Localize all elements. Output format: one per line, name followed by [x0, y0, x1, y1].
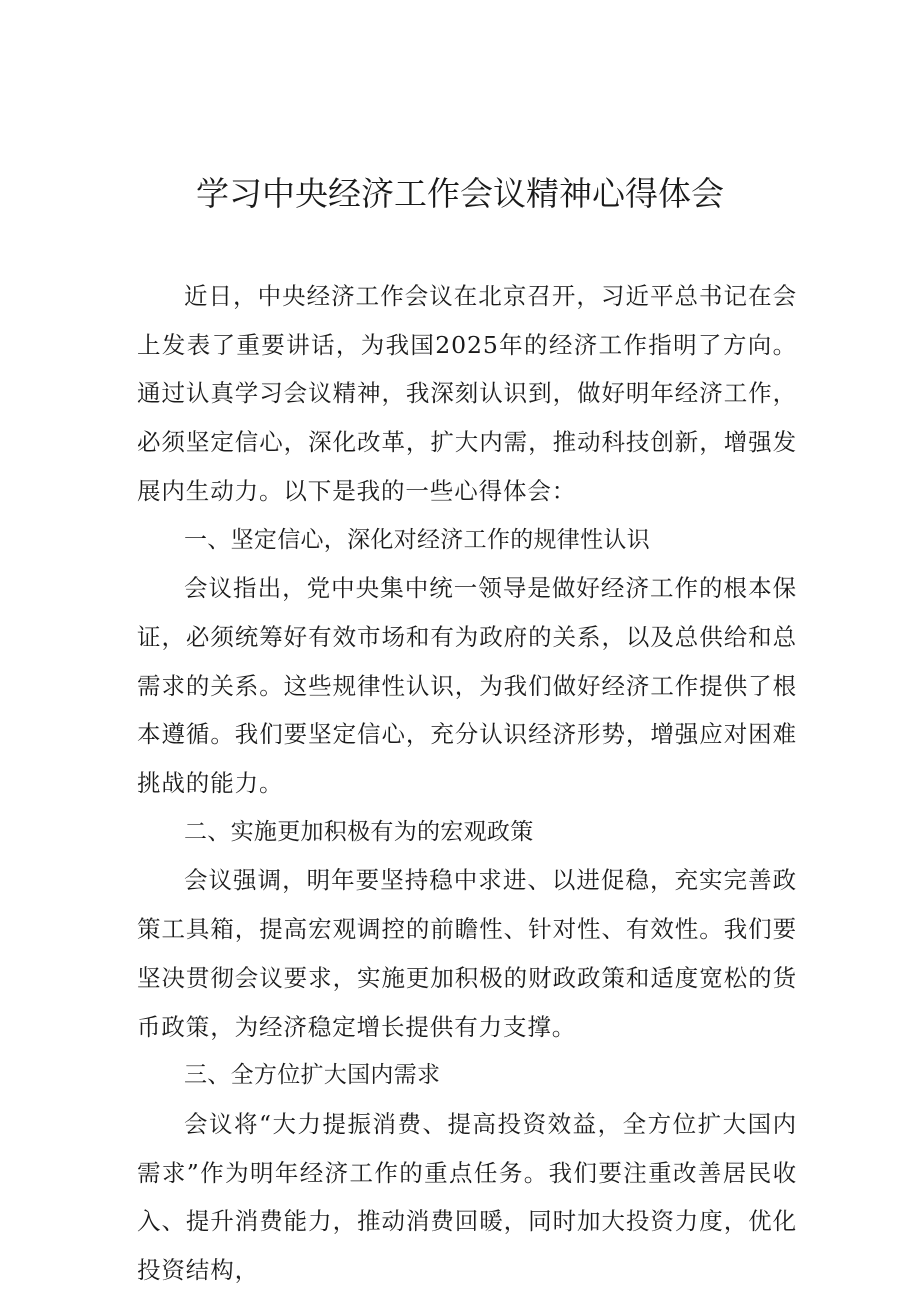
document-title: 学习中央经济工作会议精神心得体会: [196, 174, 724, 213]
intro-paragraph: 近日，中央经济工作会议在北京召开，习近平总书记在会上发表了重要讲话，为我国2025年的经济工作指明了方向。通过认真学习会议精神，我深刻认识到，做好明年经济工作，必须坚定信心，深化改革，扩大内需，推动科技创新，增强发展内生动力。以下是我的一些心得体会：: [137, 282, 797, 505]
section-1-heading: 一、坚定信心，深化对经济工作的规律性认识: [184, 526, 650, 553]
document-body: [137, 272, 797, 1295]
section-2-heading: 二、实施更加积极有为的宏观政策: [184, 818, 534, 845]
section-3-paragraph: 会议将“大力提振消费、提高投资效益，全方位扩大国内需求”作为明年经济工作的重点任务。我们要注重改善居民收入、提升消费能力，推动消费回暖，同时加大投资力度，优化投资结构，: [137, 1109, 797, 1285]
section-1-paragraph: 会议指出，党中央集中统一领导是做好经济工作的根本保证，必须统筹好有效市场和有为政府的关系，以及总供给和总需求的关系。这些规律性认识，为我们做好经济工作提供了根本遵循。我们要坚定信心，充分认识经济形势，增强应对困难挑战的能力。: [137, 574, 797, 798]
section-2-paragraph: 会议强调，明年要坚持稳中求进、以进促稳，充实完善政策工具箱，提高宏观调控的前瞻性、针对性、有效性。我们要坚决贯彻会议要求，实施更加积极的财政政策和适度宽松的货币政策，为经济稳定增长提供有力支撑。: [137, 866, 797, 1041]
section-3-heading: 三、全方位扩大国内需求: [184, 1062, 441, 1089]
